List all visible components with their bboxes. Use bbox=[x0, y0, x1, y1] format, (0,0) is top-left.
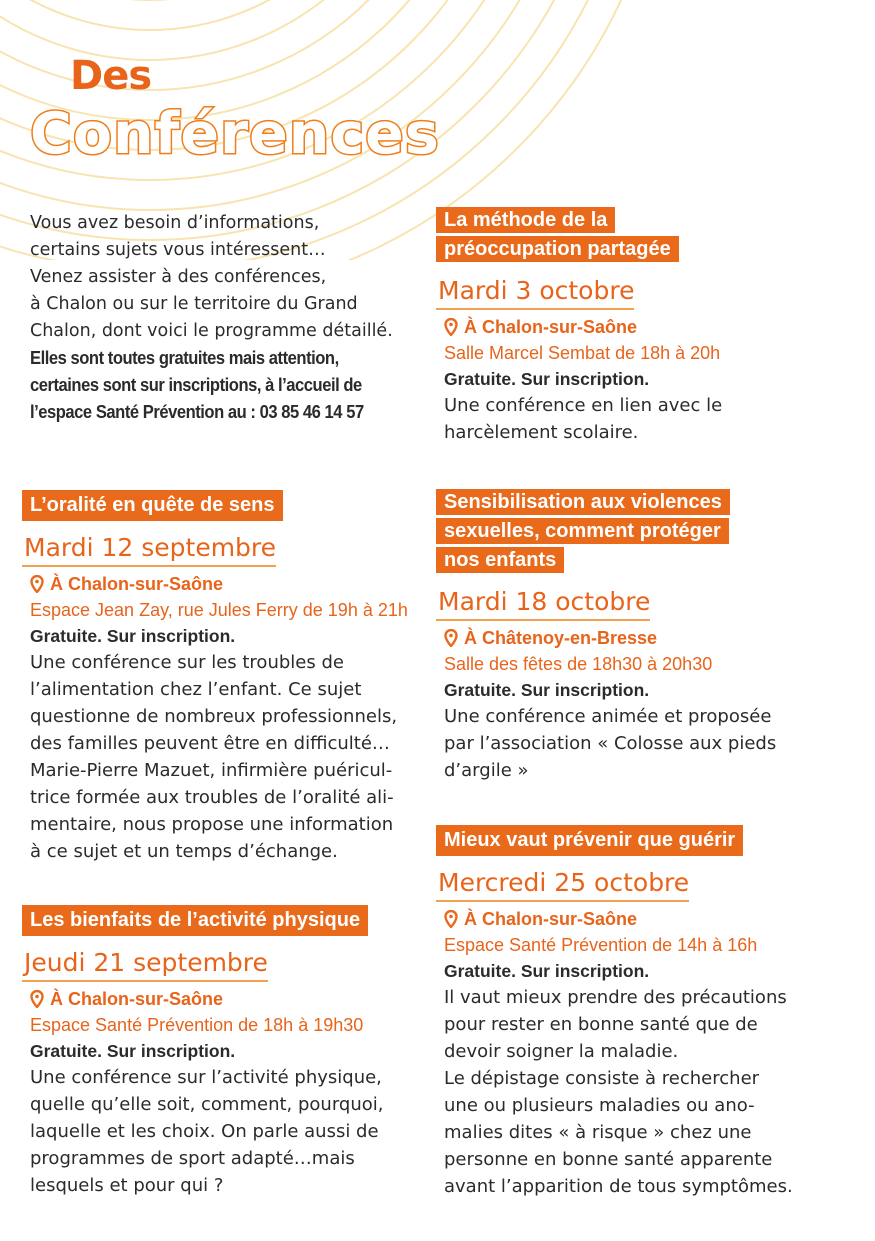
event-violences-sexuelles bbox=[436, 488, 866, 784]
event-date: Mardi 3 octobre bbox=[436, 276, 634, 310]
event-description-line: lesquels et pour qui ? bbox=[30, 1175, 224, 1196]
event-activite-physique bbox=[22, 905, 432, 1199]
title-des: Des bbox=[70, 53, 152, 99]
event-heading-line: La méthode de la bbox=[436, 207, 615, 233]
event-description-line: Marie-Pierre Mazuet, infirmière puéricul- bbox=[30, 760, 393, 781]
event-description-line: devoir soigner la maladie. bbox=[444, 1041, 679, 1062]
map-pin-icon bbox=[30, 990, 44, 1008]
event-access: Gratuite. Sur inscription. bbox=[30, 626, 236, 646]
intro-line: à Chalon ou sur le territoire du Grand bbox=[30, 294, 358, 314]
event-preoccupation-partagee bbox=[436, 206, 866, 446]
event-oralite bbox=[22, 490, 432, 865]
event-description-line: une ou plusieurs maladies ou ano- bbox=[444, 1095, 755, 1116]
event-access: Gratuite. Sur inscription. bbox=[444, 961, 650, 981]
intro-block bbox=[30, 210, 425, 426]
event-venue: Espace Jean Zay, rue Jules Ferry de 19h à 21h bbox=[30, 600, 408, 620]
event-description-line: questionne de nombreux professionnels, bbox=[30, 706, 398, 727]
event-heading: Les bienfaits de l’activité physique bbox=[22, 905, 368, 936]
event-description-line: malies dites « à risque » chez une bbox=[444, 1122, 752, 1143]
event-description-line: laquelle et les choix. On parle aussi de bbox=[30, 1121, 379, 1142]
event-heading-line: Sensibilisation aux violences bbox=[436, 489, 730, 515]
event-access: Gratuite. Sur inscription. bbox=[444, 680, 650, 700]
event-description-line: Une conférence animée et proposée bbox=[444, 706, 772, 727]
intro-line: Vous avez besoin d’informations, bbox=[30, 213, 320, 233]
event-description-line: Une conférence sur les troubles de bbox=[30, 652, 344, 673]
event-heading-line: nos enfants bbox=[436, 547, 564, 573]
event-access: Gratuite. Sur inscription. bbox=[30, 1041, 236, 1061]
decorative-arc bbox=[0, 0, 460, 90]
event-access: Gratuite. Sur inscription. bbox=[444, 369, 650, 389]
event-place-label: À Chalon-sur-Saône bbox=[50, 989, 224, 1009]
event-heading: Mieux vaut prévenir que guérir bbox=[436, 825, 743, 856]
event-place bbox=[30, 986, 432, 1012]
intro-line: certains sujets vous intéressent… bbox=[30, 240, 326, 260]
map-pin-icon bbox=[444, 318, 458, 336]
event-place-label: À Chalon-sur-Saône bbox=[50, 574, 224, 594]
event-description-line: personne en bonne santé apparente bbox=[444, 1149, 773, 1170]
event-description-line: à ce sujet et un temps d’échange. bbox=[30, 841, 338, 862]
event-venue: Espace Santé Prévention de 14h à 16h bbox=[444, 935, 758, 955]
event-description-line: d’argile » bbox=[444, 760, 529, 781]
event-place-label: À Chalon-sur-Saône bbox=[464, 317, 638, 337]
event-heading: L’oralité en quête de sens bbox=[22, 490, 283, 521]
event-description-line: mentaire, nous propose une information bbox=[30, 814, 394, 835]
event-date: Mardi 12 septembre bbox=[22, 533, 276, 567]
event-date: Mardi 18 octobre bbox=[436, 587, 650, 621]
event-place-label: À Châtenoy-en-Bresse bbox=[464, 628, 658, 648]
event-place bbox=[30, 571, 432, 597]
map-pin-icon bbox=[444, 910, 458, 928]
event-place-label: À Chalon-sur-Saône bbox=[464, 909, 638, 929]
event-description-line: Une conférence en lien avec le bbox=[444, 395, 723, 416]
event-description-line: trice formée aux troubles de l’oralité ali- bbox=[30, 787, 394, 808]
event-prevenir-guerir bbox=[436, 825, 866, 1200]
event-venue: Salle Marcel Sembat de 18h à 20h bbox=[444, 343, 721, 363]
event-description-line: programmes de sport adapté…mais bbox=[30, 1148, 355, 1169]
event-description-line: avant l’apparition de tous symptômes. bbox=[444, 1176, 793, 1197]
event-place bbox=[444, 314, 866, 340]
event-description-line: par l’association « Colosse aux pieds bbox=[444, 733, 777, 754]
event-heading bbox=[436, 488, 730, 575]
intro-line: Venez assister à des conférences, bbox=[30, 267, 327, 287]
event-description-line: l’alimentation chez l’enfant. Ce sujet bbox=[30, 679, 362, 700]
event-place bbox=[444, 906, 866, 932]
intro-bold-line: certaines sont sur inscriptions, à l’accueil de bbox=[30, 375, 362, 395]
map-pin-icon bbox=[30, 575, 44, 593]
intro-line: Chalon, dont voici le programme détaillé. bbox=[30, 321, 393, 341]
event-description-line: des familles peuvent être en difficulté… bbox=[30, 733, 390, 754]
event-date: Mercredi 25 octobre bbox=[436, 868, 689, 902]
event-place bbox=[444, 625, 866, 651]
event-description-line: quelle qu’elle soit, comment, pourquoi, bbox=[30, 1094, 384, 1115]
event-venue: Salle des fêtes de 18h30 à 20h30 bbox=[444, 654, 713, 674]
event-heading-line: sexuelles, comment protéger bbox=[436, 518, 729, 544]
event-description-line: Le dépistage consiste à rechercher bbox=[444, 1068, 760, 1089]
event-venue: Espace Santé Prévention de 18h à 19h30 bbox=[30, 1015, 364, 1035]
event-description-line: Il vaut mieux prendre des précautions bbox=[444, 987, 787, 1008]
map-pin-icon bbox=[444, 629, 458, 647]
page-title: Conférences bbox=[30, 101, 440, 167]
event-date: Jeudi 21 septembre bbox=[22, 948, 268, 982]
event-heading-line: préoccupation partagée bbox=[436, 236, 679, 262]
event-description-line: harcèlement scolaire. bbox=[444, 422, 639, 443]
decorative-arc bbox=[0, 0, 430, 60]
intro-bold-line: l’espace Santé Prévention au : 03 85 46 14 57 bbox=[30, 402, 364, 422]
event-description-line: pour rester en bonne santé que de bbox=[444, 1014, 758, 1035]
event-heading bbox=[436, 206, 679, 264]
event-description-line: Une conférence sur l’activité physique, bbox=[30, 1067, 382, 1088]
intro-bold-line: Elles sont toutes gratuites mais attention, bbox=[30, 348, 339, 368]
